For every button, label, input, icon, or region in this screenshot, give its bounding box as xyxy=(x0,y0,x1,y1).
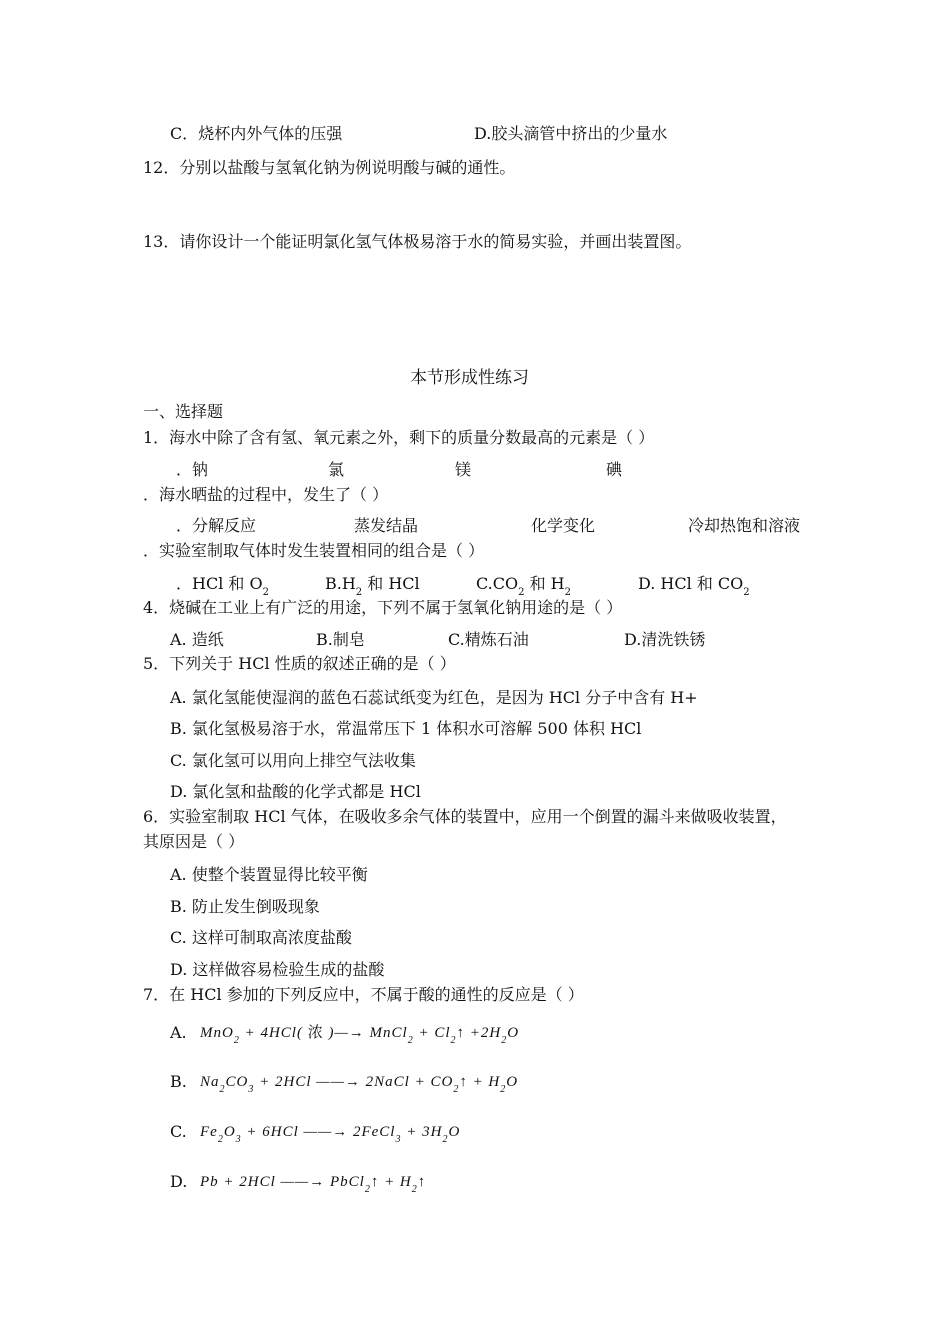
question-2-stem: ．海水晒盐的过程中，发生了（ ） xyxy=(143,485,389,504)
question-13: 13．请你设计一个能证明氯化氢气体极易溶于水的简易实验，并画出装置图。 xyxy=(143,232,692,251)
q5-option-b: B. 氯化氢极易溶于水，常温常压下 1 体积水可溶解 500 体积 HCl xyxy=(170,719,642,738)
part-heading: 一、选择题 xyxy=(143,402,224,421)
q7-equation-c: $Fe_2O_3 + 6HCl$ ——→ 2FeCl$_3$ + $3H_2O$ xyxy=(200,1124,461,1145)
question-6-stem-line2: 其原因是（ ） xyxy=(143,832,245,851)
q3-option-c: $C.CO_2$ 和 $H_2$ xyxy=(476,574,572,598)
q7-equation-b: $Na_2CO_3 + 2HCl$ ——→ 2NaCl + $CO_2↑ + H_2O$ xyxy=(200,1074,519,1095)
q2-option-d: 冷却热饱和溶液 xyxy=(688,516,801,535)
q7-equation-d: Pb + 2HCl ——→ PbCl$_2$↑ + $H_2↑$ xyxy=(200,1174,427,1195)
q11-option-d: D.胶头滴管中挤出的少量水 xyxy=(474,124,668,143)
q4-option-d: D.清洗铁锈 xyxy=(624,630,706,649)
q7-option-b-label: B. xyxy=(170,1072,187,1091)
q5-option-d: D. 氯化氢和盐酸的化学式都是 HCl xyxy=(170,782,421,801)
q6-option-c: C. 这样可制取高浓度盐酸 xyxy=(170,928,352,947)
question-5-stem: 5．下列关于 HCl 性质的叙述正确的是（ ） xyxy=(143,654,456,673)
question-12: 12．分别以盐酸与氢氧化钠为例说明酸与碱的通性。 xyxy=(143,158,516,177)
q7-equation-a: MnO$_2$ + 4HCl( 浓 )—→ MnCl$_2$ + $Cl_2↑ +2H_2O$ xyxy=(200,1025,520,1046)
q7-option-c-label: C. xyxy=(170,1122,187,1141)
q3-option-d: D. HCl 和 $CO_2$ xyxy=(638,574,750,598)
q7-option-a-label: A. xyxy=(170,1023,187,1042)
q6-option-b: B. 防止发生倒吸现象 xyxy=(170,897,320,916)
q4-option-c: C.精炼石油 xyxy=(448,630,529,649)
section-title: 本节形成性练习 xyxy=(410,368,529,388)
question-3-stem: ．实验室制取气体时发生装置相同的组合是（ ） xyxy=(143,541,485,560)
q3-option-a: ．HCl 和 $O_2$ xyxy=(176,574,269,598)
q5-option-a: A. 氯化氢能使湿润的蓝色石蕊试纸变为红色，是因为 HCl 分子中含有 H+ xyxy=(170,688,698,707)
q1-option-a: ．钠 xyxy=(176,460,209,479)
q4-option-b: B.制皂 xyxy=(316,630,365,649)
q2-option-a: ．分解反应 xyxy=(176,516,257,535)
q1-option-b: 氯 xyxy=(328,460,345,479)
q2-option-b: 蒸发结晶 xyxy=(354,516,419,535)
question-6-stem-line1: 6．实验室制取 HCl 气体，在吸收多余气体的装置中，应用一个倒置的漏斗来做吸收装置， xyxy=(143,807,787,826)
question-4-stem: 4．烧碱在工业上有广泛的用途，下列不属于氢氧化钠用途的是（ ） xyxy=(143,598,623,617)
q6-option-a: A. 使整个装置显得比较平衡 xyxy=(170,865,368,884)
q6-option-d: D. 这样做容易检验生成的盐酸 xyxy=(170,960,385,979)
q1-option-d: 碘 xyxy=(606,460,623,479)
q11-option-c: C．烧杯内外气体的压强 xyxy=(170,124,343,143)
q3-option-b: $B.H_2$ 和 HCl xyxy=(325,574,420,598)
q4-option-a: A. 造纸 xyxy=(170,630,224,649)
question-1-stem: 1．海水中除了含有氢、氧元素之外，剩下的质量分数最高的元素是（ ） xyxy=(143,428,655,447)
q1-option-c: 镁 xyxy=(455,460,472,479)
q7-option-d-label: D. xyxy=(170,1172,188,1191)
q2-option-c: 化学变化 xyxy=(531,516,596,535)
question-7-stem: 7．在 HCl 参加的下列反应中，不属于酸的通性的反应是（ ） xyxy=(143,985,584,1004)
q5-option-c: C. 氯化氢可以用向上排空气法收集 xyxy=(170,751,416,770)
